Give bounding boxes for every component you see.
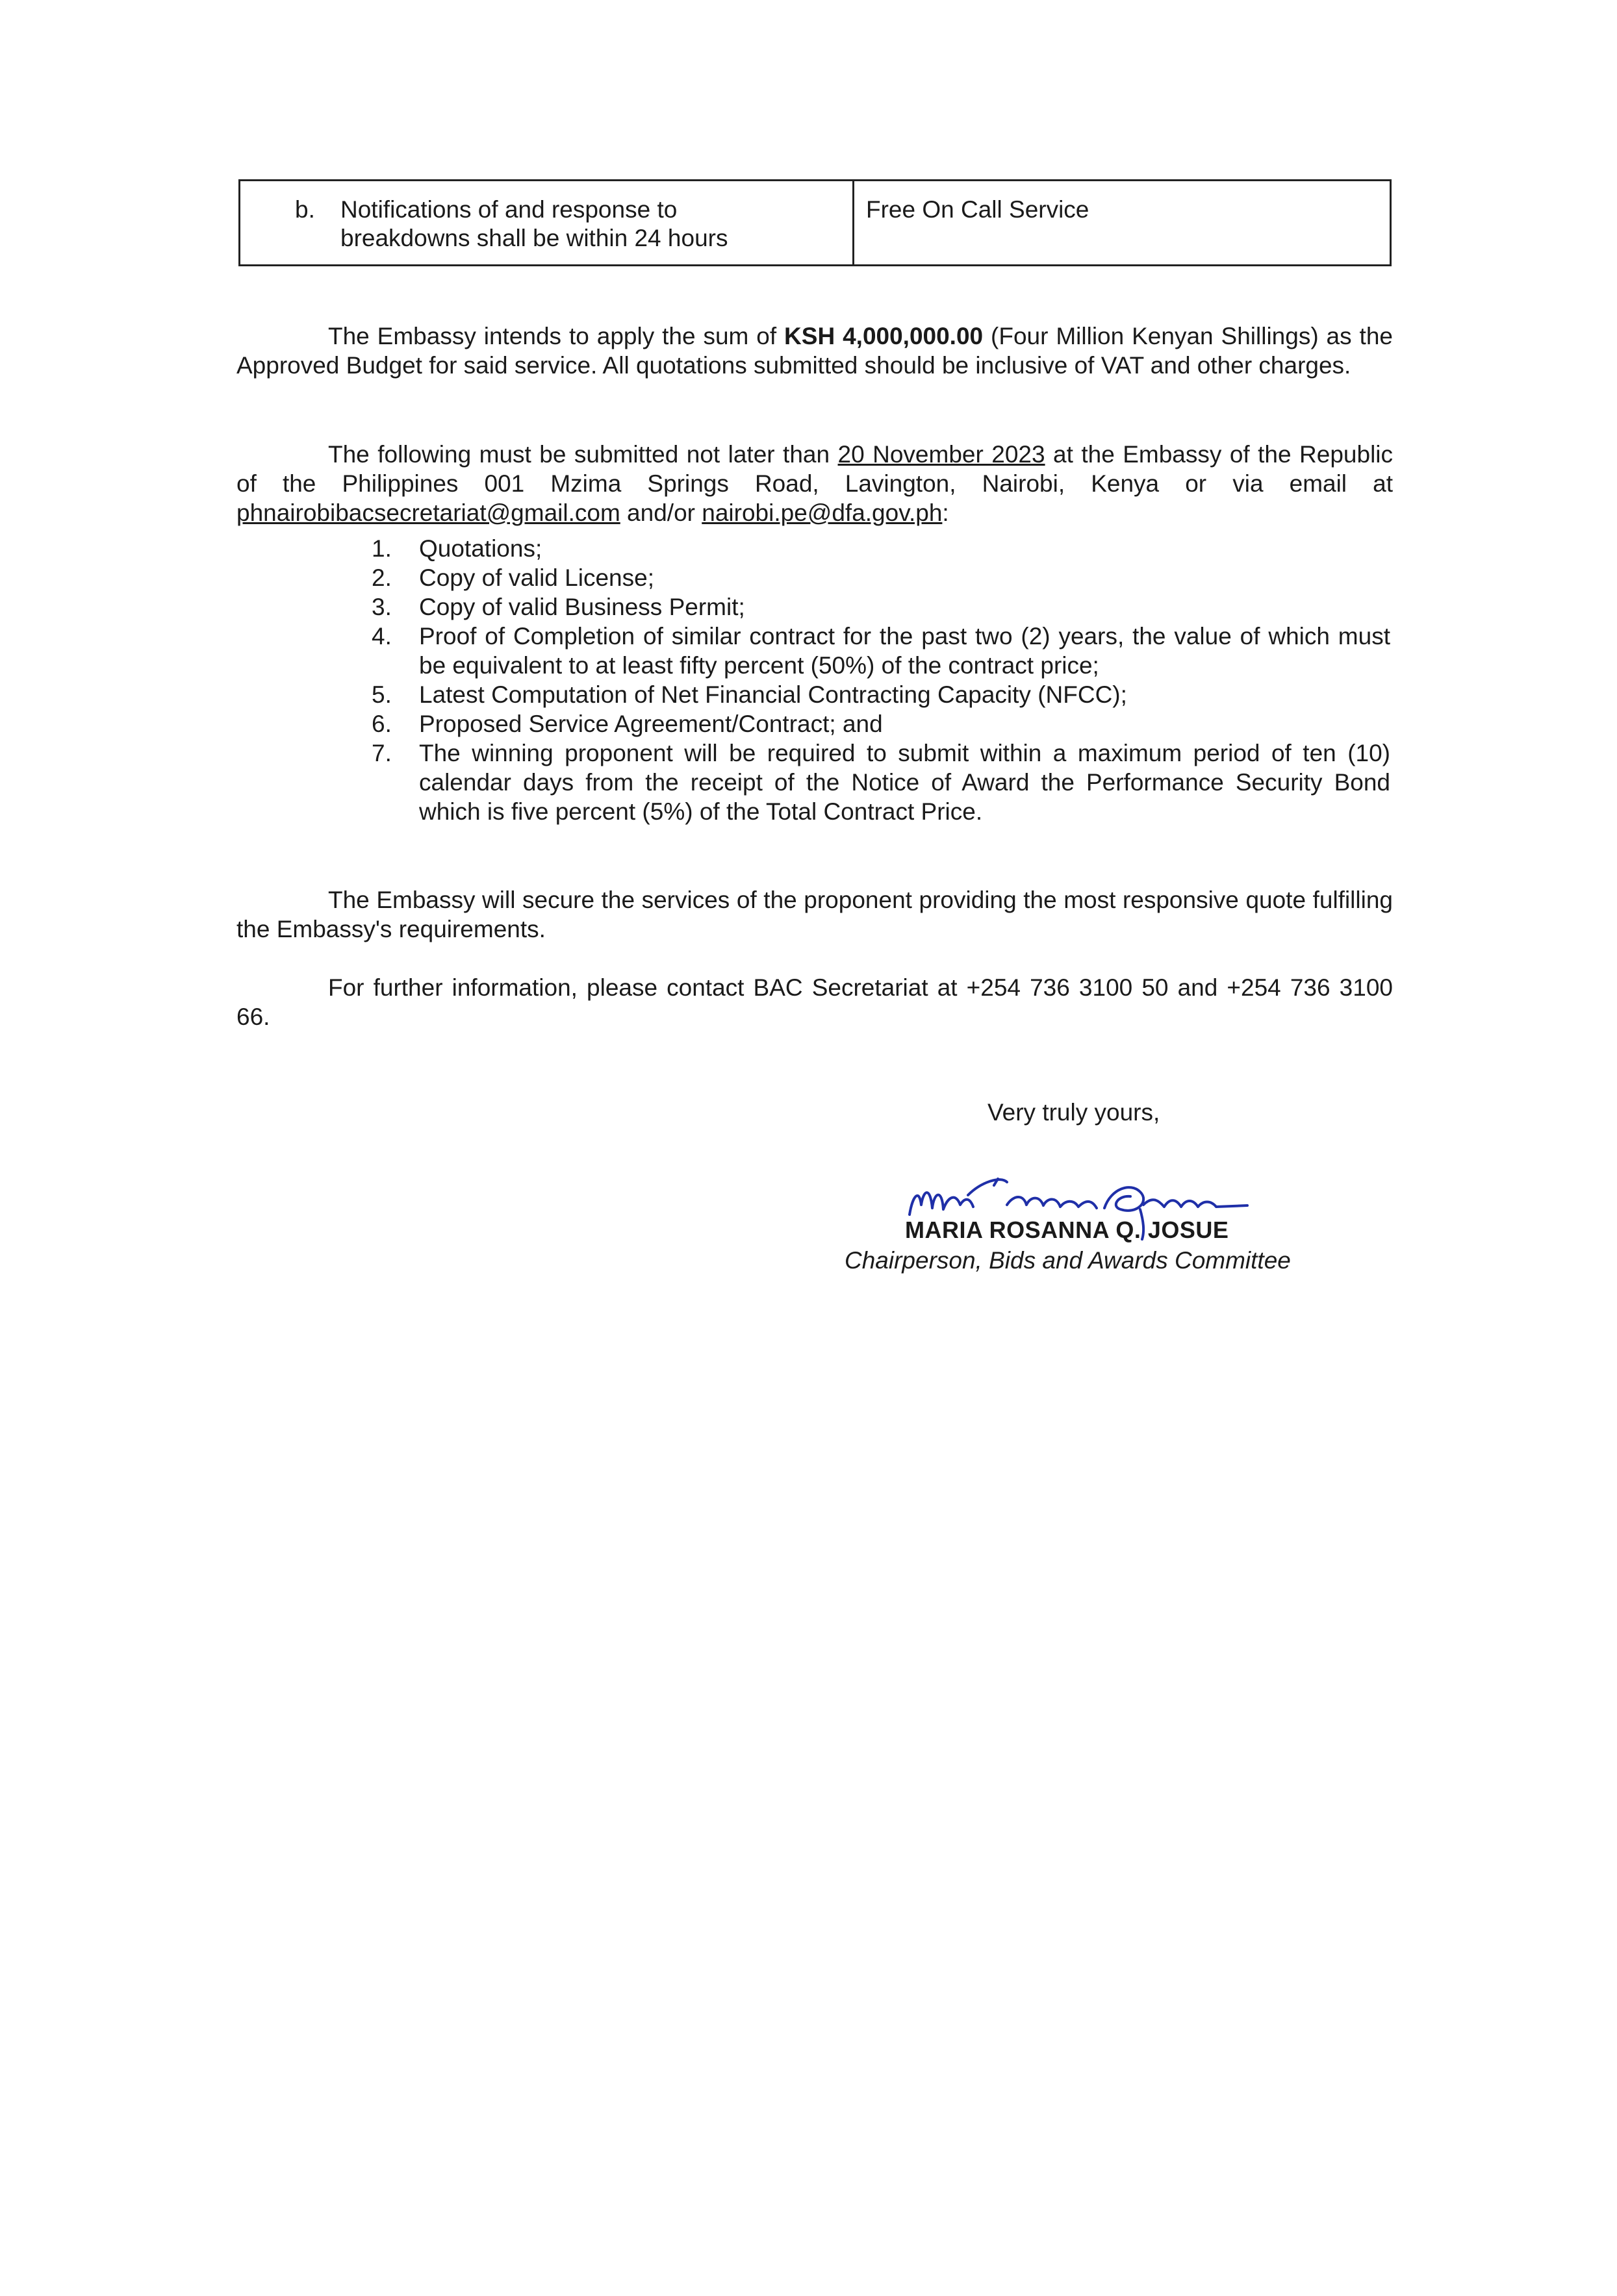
submission-paragraph: The following must be submitted not later than 20 November 2023 at the Embassy of the Republic of the Philippines 001 Mzima Springs Road, Lavington, Nairobi, Kenya or via email at phnairobibacsecretariat@gmail.com and/or nairobi.pe@dfa.gov.ph:: [236, 441, 1394, 526]
requirements-list: [364, 534, 1390, 826]
list-item: 1. Quotations;: [372, 535, 542, 562]
budget-paragraph: The Embassy intends to apply the sum of KSH 4,000,000.00 (Four Million Kenyan Shillings) as the Approved Budget for said service. All quotations submitted should be inclusive of VAT and other charges.: [236, 323, 1393, 379]
signer-title: Chairperson, Bids and Awards Committee: [845, 1247, 1291, 1274]
contact-paragraph: For further information, please contact BAC Secretariat at +254 736 3100 50 and +254 736 3100 66.: [236, 974, 1393, 1030]
signer-name: MARIA ROSANNA Q. JOSUE: [905, 1217, 1229, 1243]
submission-deadline: 20 November 2023: [837, 441, 1045, 468]
service-cell: Free On Call Service: [854, 181, 1391, 266]
budget-amount: KSH 4,000,000.00: [784, 323, 984, 349]
row-letter: b.: [295, 196, 315, 223]
list-item: 4. Proof of Completion of similar contract for the past two (2) years, the value of which must be equivalent to at least fifty percent (50%) of the contract price;: [372, 623, 1390, 679]
email-link-embassy[interactable]: nairobi.pe@dfa.gov.ph: [702, 499, 943, 526]
table-row: [240, 181, 1391, 266]
list-item: 3. Copy of valid Business Permit;: [372, 594, 745, 620]
requirements-table: [238, 179, 1392, 266]
closing-salutation: Very truly yours,: [987, 1099, 1160, 1126]
requirement-cell: [240, 181, 854, 266]
list-item: 6. Proposed Service Agreement/Contract; and: [372, 711, 883, 737]
list-item: 2. Copy of valid License;: [372, 564, 654, 591]
selection-paragraph: The Embassy will secure the services of the proponent providing the most responsive quote fulfilling the Embassy's requirements.: [236, 887, 1393, 942]
row-requirement: Notifications of and response to breakdowns shall be within 24 hours: [340, 196, 728, 251]
email-link-bac[interactable]: phnairobibacsecretariat@gmail.com: [236, 499, 620, 526]
list-item: 5. Latest Computation of Net Financial Contracting Capacity (NFCC);: [372, 681, 1127, 708]
list-item: 7. The winning proponent will be required to submit within a maximum period of ten (10) calendar days from the receipt of the Notice of Award the Performance Security Bond which is five percent (5%) of the Total Contract Price.: [372, 740, 1390, 825]
